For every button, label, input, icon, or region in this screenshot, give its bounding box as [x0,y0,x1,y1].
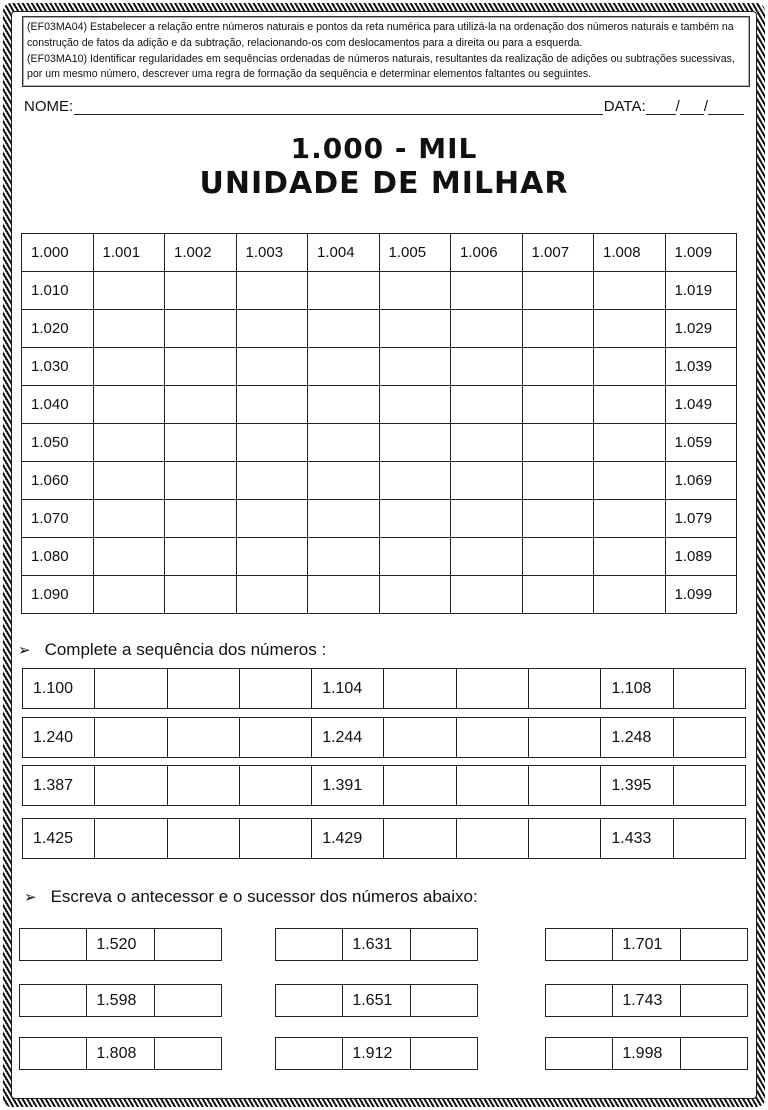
sequence-cell-given: 1.104 [312,669,384,708]
sequence-cell-blank[interactable] [240,718,312,757]
neighbor-box [275,984,478,1017]
grid-cell-blank[interactable] [165,348,237,386]
sequence-cell-blank[interactable] [457,669,529,708]
grid-cell-given: 1.019 [665,272,737,310]
name-field[interactable] [74,100,603,115]
sequence-cell-given: 1.433 [601,819,673,858]
grid-cell-blank[interactable] [379,462,451,500]
sequence-cell-blank[interactable] [168,669,240,708]
grid-cell-blank[interactable] [308,348,380,386]
grid-cell-blank[interactable] [236,424,308,462]
predecessor-field[interactable] [20,929,87,960]
given-number: 1.912 [343,1038,410,1069]
grid-cell-blank[interactable] [236,348,308,386]
successor-field[interactable] [681,985,747,1016]
grid-cell-blank[interactable] [236,538,308,576]
grid-cell-blank[interactable] [451,272,523,310]
grid-cell-given: 1.079 [665,500,737,538]
sequence-instruction [18,640,326,660]
grid-cell-given: 1.004 [308,234,380,272]
neighbor-box [545,1037,748,1070]
grid-cell-given: 1.030 [22,348,94,386]
grid-cell-blank[interactable] [522,272,594,310]
sequence-cell-blank[interactable] [168,766,240,805]
grid-row [22,234,737,272]
grid-row [22,538,737,576]
grid-cell-blank[interactable] [93,386,165,424]
grid-cell-given: 1.099 [665,576,737,614]
grid-cell-blank[interactable] [594,576,666,614]
sequence-cell-blank[interactable] [674,669,745,708]
sequence-cell-given: 1.391 [312,766,384,805]
grid-cell-given: 1.029 [665,310,737,348]
successor-field[interactable] [155,985,221,1016]
given-number: 1.631 [343,929,410,960]
grid-cell-blank[interactable] [93,424,165,462]
sequence-cell-blank[interactable] [457,718,529,757]
bncc-skills-box [22,16,750,87]
grid-cell-given: 1.007 [522,234,594,272]
given-number: 1.520 [87,929,154,960]
sequence-row [22,717,746,758]
grid-cell-given: 1.039 [665,348,737,386]
neighbor-box [545,984,748,1017]
page-title: 1.000 - MIL [290,132,478,165]
sequence-instruction-text: Complete a sequência dos números : [44,640,327,659]
grid-cell-blank[interactable] [165,272,237,310]
grid-cell-blank[interactable] [308,576,380,614]
grid-cell-blank[interactable] [379,538,451,576]
grid-cell-blank[interactable] [165,424,237,462]
predecessor-field[interactable] [20,1038,87,1069]
grid-cell-blank[interactable] [451,462,523,500]
predecessor-field[interactable] [546,985,613,1016]
grid-cell-blank[interactable] [451,500,523,538]
date-day-field[interactable] [646,100,676,115]
grid-cell-blank[interactable] [308,462,380,500]
grid-cell-blank[interactable] [594,500,666,538]
sequence-cell-blank[interactable] [384,718,456,757]
grid-cell-blank[interactable] [308,386,380,424]
given-number: 1.701 [613,929,680,960]
grid-cell-blank[interactable] [379,500,451,538]
grid-cell-given: 1.001 [93,234,165,272]
grid-cell-blank[interactable] [165,386,237,424]
sequence-cell-blank[interactable] [95,766,167,805]
grid-cell-blank[interactable] [379,386,451,424]
grid-cell-blank[interactable] [451,348,523,386]
sequence-cell-blank[interactable] [529,718,601,757]
sequence-cell-blank[interactable] [529,819,601,858]
date-separator: / [675,98,680,115]
grid-cell-given: 1.049 [665,386,737,424]
grid-cell-blank[interactable] [93,576,165,614]
grid-cell-blank[interactable] [308,310,380,348]
sequence-cell-blank[interactable] [384,766,456,805]
grid-cell-given: 1.090 [22,576,94,614]
grid-cell-given: 1.002 [165,234,237,272]
grid-cell-blank[interactable] [308,500,380,538]
grid-cell-blank[interactable] [451,538,523,576]
grid-row [22,272,737,310]
grid-row [22,500,737,538]
neighbors-instruction-text: Escreva o antecessor e o sucessor dos números abaixo: [50,887,478,906]
neighbor-box [19,928,222,961]
sequence-cell-blank[interactable] [384,669,456,708]
date-month-field[interactable] [680,100,704,115]
sequence-cell-given: 1.244 [312,718,384,757]
given-number: 1.598 [87,985,154,1016]
sequence-cell-blank[interactable] [240,766,312,805]
name-label: NOME: [24,98,74,115]
grid-cell-blank[interactable] [308,272,380,310]
sequence-cell-blank[interactable] [384,819,456,858]
successor-field[interactable] [411,929,477,960]
grid-row [22,310,737,348]
predecessor-field[interactable] [276,1038,343,1069]
grid-cell-blank[interactable] [522,310,594,348]
grid-cell-blank[interactable] [594,424,666,462]
sequence-cell-blank[interactable] [95,669,167,708]
student-header [24,98,744,115]
grid-cell-blank[interactable] [522,462,594,500]
grid-row [22,348,737,386]
sequence-cell-blank[interactable] [457,766,529,805]
grid-cell-blank[interactable] [594,348,666,386]
sequence-cell-blank[interactable] [240,669,312,708]
neighbor-box [545,928,748,961]
grid-cell-blank[interactable] [379,348,451,386]
grid-cell-blank[interactable] [451,424,523,462]
grid-cell-blank[interactable] [165,576,237,614]
grid-cell-blank[interactable] [93,462,165,500]
grid-cell-blank[interactable] [451,310,523,348]
given-number: 1.743 [613,985,680,1016]
successor-field[interactable] [681,929,747,960]
grid-cell-given: 1.059 [665,424,737,462]
grid-cell-blank[interactable] [522,386,594,424]
sequence-cell-given: 1.387 [23,766,95,805]
grid-cell-blank[interactable] [236,462,308,500]
predecessor-field[interactable] [276,985,343,1016]
grid-cell-blank[interactable] [379,576,451,614]
arrow-bullet-icon: ➢ [18,642,31,659]
sequence-cell-given: 1.429 [312,819,384,858]
grid-cell-given: 1.005 [379,234,451,272]
given-number: 1.651 [343,985,410,1016]
skill-ef03ma04: (EF03MA04) Estabelecer a relação entre números naturais e pontos da reta numérica para utilizá-la na ordenação dos números naturais e também na construção de fatos da adição e da subtração, relacionando-os com deslocamentos para a direita ou para a esquerda. [27,21,734,49]
grid-cell-blank[interactable] [594,462,666,500]
grid-cell-blank[interactable] [522,538,594,576]
skill-ef03ma10: (EF03MA10) Identificar regularidades em sequências ordenadas de números naturais, resultantes da realização de adições ou subtrações sucessivas, por um mesmo número, descrever uma regra de formação da sequência e determinar elementos faltantes ou seguintes. [27,52,735,81]
sequence-cell-blank[interactable] [168,718,240,757]
grid-cell-blank[interactable] [165,500,237,538]
sequence-cell-blank[interactable] [674,819,745,858]
sequence-row [22,818,746,859]
grid-cell-blank[interactable] [93,500,165,538]
page-subtitle: UNIDADE DE MILHAR [199,166,569,201]
predecessor-field[interactable] [546,929,613,960]
sequence-cell-blank[interactable] [529,669,601,708]
grid-cell-given: 1.020 [22,310,94,348]
neighbor-box [19,1037,222,1070]
sequence-row [22,765,746,806]
grid-cell-blank[interactable] [451,386,523,424]
grid-row [22,424,737,462]
grid-row [22,576,737,614]
successor-field[interactable] [155,929,221,960]
grid-cell-given: 1.000 [22,234,94,272]
predecessor-field[interactable] [276,929,343,960]
grid-cell-blank[interactable] [93,348,165,386]
grid-cell-given: 1.003 [236,234,308,272]
grid-cell-blank[interactable] [594,538,666,576]
sequence-cell-blank[interactable] [95,819,167,858]
grid-cell-blank[interactable] [379,272,451,310]
neighbor-box [19,984,222,1017]
sequence-cell-blank[interactable] [674,766,745,805]
grid-cell-given: 1.006 [451,234,523,272]
sequence-cell-blank[interactable] [674,718,745,757]
grid-cell-given: 1.009 [665,234,737,272]
grid-cell-blank[interactable] [93,310,165,348]
neighbor-box [275,928,478,961]
grid-cell-blank[interactable] [165,462,237,500]
sequence-cell-blank[interactable] [529,766,601,805]
grid-cell-given: 1.069 [665,462,737,500]
grid-cell-blank[interactable] [594,272,666,310]
given-number: 1.808 [87,1038,154,1069]
number-grid-table [21,233,737,614]
grid-cell-blank[interactable] [379,424,451,462]
neighbor-box [275,1037,478,1070]
grid-cell-blank[interactable] [522,348,594,386]
sequence-cell-given: 1.100 [23,669,95,708]
sequence-cell-blank[interactable] [95,718,167,757]
successor-field[interactable] [411,1038,477,1069]
grid-cell-blank[interactable] [308,538,380,576]
grid-cell-blank[interactable] [236,386,308,424]
grid-cell-blank[interactable] [93,538,165,576]
sequence-cell-blank[interactable] [240,819,312,858]
grid-cell-blank[interactable] [522,500,594,538]
grid-cell-given: 1.070 [22,500,94,538]
grid-cell-blank[interactable] [236,500,308,538]
grid-cell-given: 1.050 [22,424,94,462]
sequence-cell-blank[interactable] [457,819,529,858]
given-number: 1.998 [613,1038,680,1069]
grid-cell-blank[interactable] [594,310,666,348]
grid-cell-blank[interactable] [236,576,308,614]
grid-cell-given: 1.060 [22,462,94,500]
successor-field[interactable] [681,1038,747,1069]
date-separator: / [703,98,708,115]
sequence-cell-given: 1.395 [601,766,673,805]
sequence-row [22,668,746,709]
successor-field[interactable] [155,1038,221,1069]
grid-cell-blank[interactable] [594,386,666,424]
sequence-cell-given: 1.425 [23,819,95,858]
sequence-cell-blank[interactable] [168,819,240,858]
grid-cell-blank[interactable] [522,424,594,462]
grid-cell-blank[interactable] [451,576,523,614]
predecessor-field[interactable] [20,985,87,1016]
grid-cell-blank[interactable] [379,310,451,348]
grid-cell-given: 1.080 [22,538,94,576]
grid-cell-blank[interactable] [236,272,308,310]
grid-cell-blank[interactable] [165,538,237,576]
arrow-bullet-icon: ➢ [24,889,37,906]
sequence-cell-given: 1.108 [601,669,673,708]
grid-cell-blank[interactable] [522,576,594,614]
grid-cell-given: 1.008 [594,234,666,272]
neighbors-instruction [24,887,478,907]
successor-field[interactable] [411,985,477,1016]
grid-row [22,386,737,424]
grid-cell-given: 1.040 [22,386,94,424]
grid-cell-blank[interactable] [236,310,308,348]
date-year-field[interactable] [708,100,744,115]
sequence-cell-given: 1.248 [601,718,673,757]
grid-cell-given: 1.089 [665,538,737,576]
predecessor-field[interactable] [546,1038,613,1069]
date-label: DATA: [603,98,646,115]
grid-cell-blank[interactable] [165,310,237,348]
grid-cell-blank[interactable] [308,424,380,462]
sequence-cell-given: 1.240 [23,718,95,757]
grid-cell-given: 1.010 [22,272,94,310]
grid-row [22,462,737,500]
grid-cell-blank[interactable] [93,272,165,310]
